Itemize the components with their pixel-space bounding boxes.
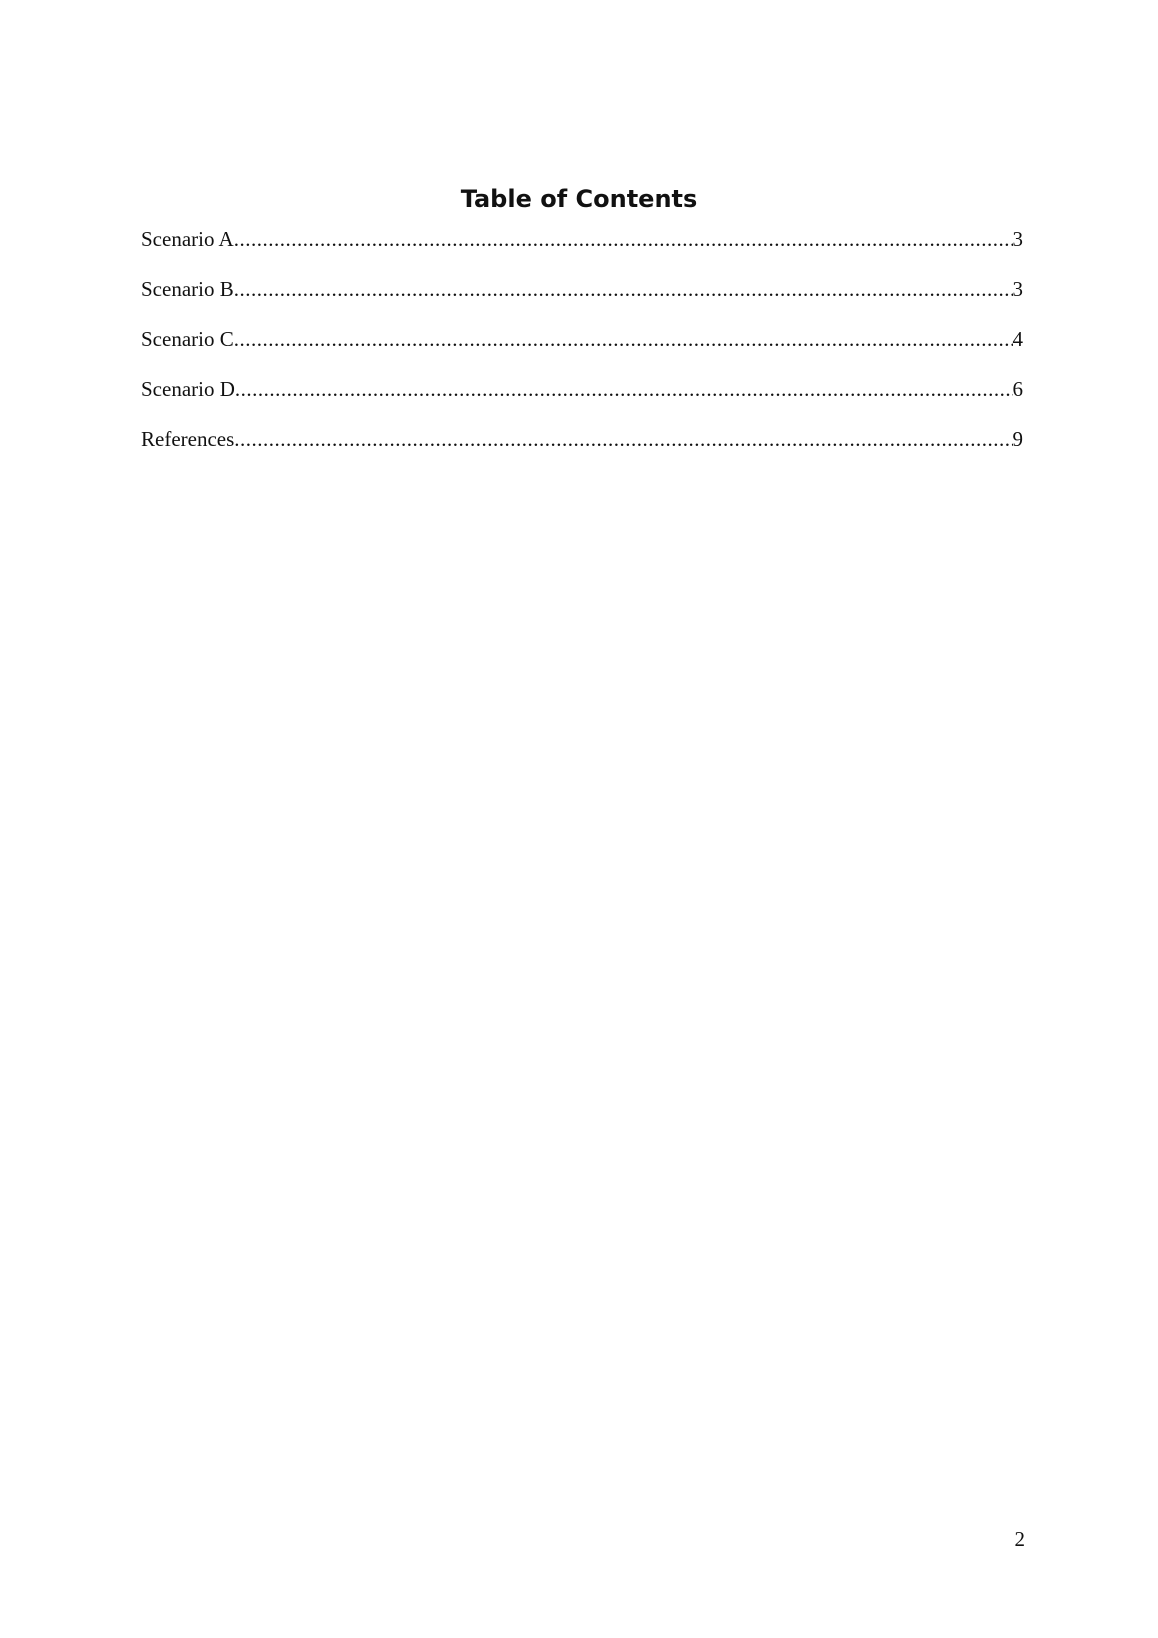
toc-entry-scenario-c[interactable] <box>141 324 1023 374</box>
toc-entry-page: 4 <box>1012 327 1023 351</box>
toc-dot-leader <box>234 324 1013 354</box>
toc-entry-scenario-b[interactable] <box>141 274 1023 324</box>
toc-dot-leader <box>234 424 1012 454</box>
toc-entry-scenario-a[interactable] <box>141 224 1023 274</box>
toc-entry-label: Scenario C <box>141 327 234 351</box>
toc-entry-label: Scenario B <box>141 277 234 301</box>
toc-heading: Table of Contents <box>460 185 698 213</box>
toc-entry-page: 3 <box>1012 227 1023 251</box>
toc-dot-leader <box>235 374 1013 404</box>
toc-entry-references[interactable] <box>141 424 1023 474</box>
toc-dot-leader <box>234 274 1013 304</box>
toc-entry-page: 9 <box>1012 427 1023 451</box>
toc-list <box>141 224 1023 474</box>
toc-entry-label: References <box>141 427 235 451</box>
toc-entry-page: 6 <box>1012 377 1023 401</box>
toc-entry-scenario-d[interactable] <box>141 374 1023 424</box>
page-number: 2 <box>1014 1527 1025 1551</box>
toc-entry-page: 3 <box>1012 277 1023 301</box>
toc-entry-label: Scenario A <box>141 227 234 251</box>
toc-dot-leader <box>234 224 1013 254</box>
toc-entry-label: Scenario D <box>141 377 235 401</box>
